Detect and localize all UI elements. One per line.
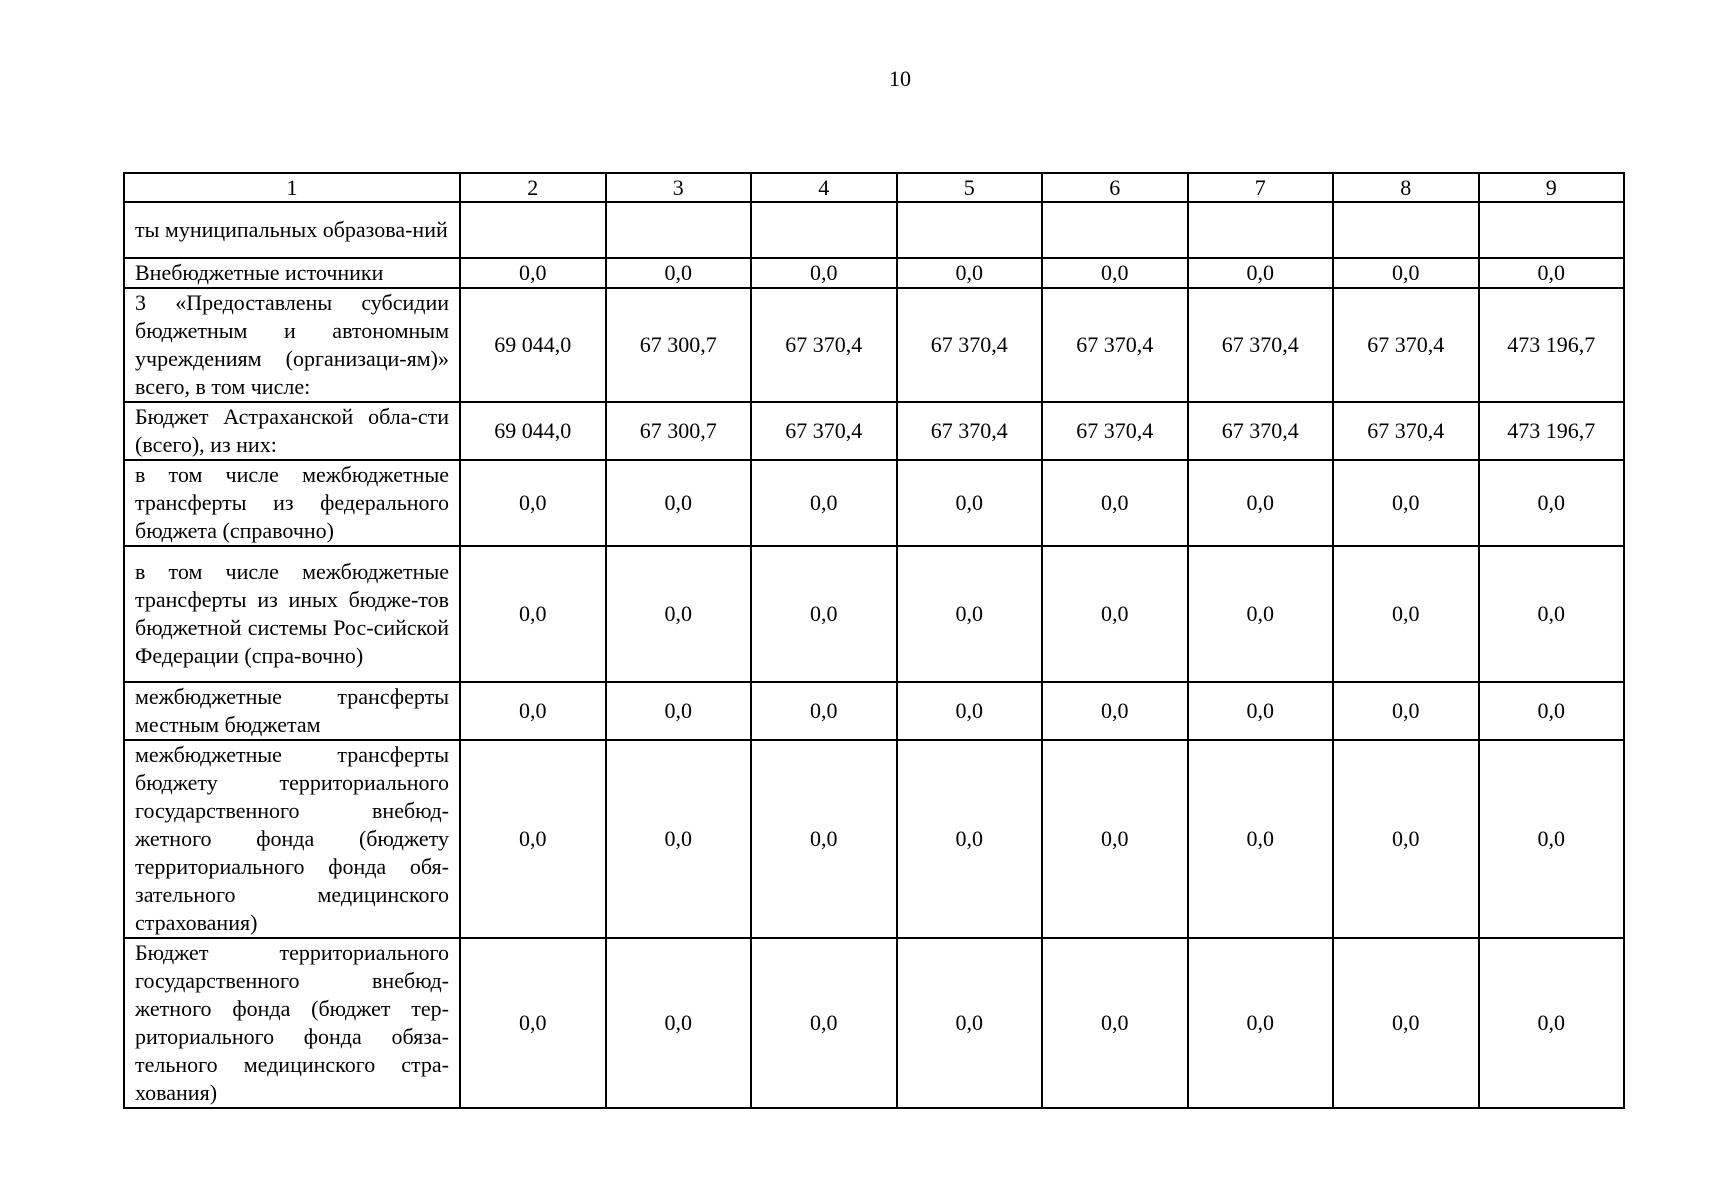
- value-cell: 0,0: [1042, 682, 1188, 740]
- value-cell: 0,0: [460, 460, 606, 546]
- value-cell: 0,0: [460, 546, 606, 682]
- value-cell: 0,0: [1188, 258, 1334, 288]
- value-cell: 0,0: [751, 258, 897, 288]
- value-cell: 0,0: [1479, 258, 1625, 288]
- row-label: в том числе межбюджетные трансферты из иных бюдже-тов бюджетной системы Рос-сийской Федерации (спра-вочно): [124, 546, 460, 682]
- value-cell: 0,0: [606, 546, 752, 682]
- row-label: 3 «Предоставлены субсидии бюджетным и автономным учреждениям (организаци-ям)» всего, в том числе:: [124, 288, 460, 402]
- value-cell: 0,0: [897, 682, 1043, 740]
- value-cell: 0,0: [1188, 682, 1334, 740]
- value-cell: 0,0: [751, 546, 897, 682]
- column-header: 5: [897, 173, 1043, 202]
- value-cell: 0,0: [751, 740, 897, 938]
- column-header: 7: [1188, 173, 1334, 202]
- value-cell: 0,0: [1188, 460, 1334, 546]
- value-cell: 0,0: [1188, 546, 1334, 682]
- value-cell: 67 370,4: [751, 402, 897, 460]
- table-row: [124, 740, 1624, 938]
- value-cell: 0,0: [897, 258, 1043, 288]
- value-cell: 0,0: [1188, 740, 1334, 938]
- table-row: [124, 938, 1624, 1108]
- value-cell: 0,0: [1333, 682, 1479, 740]
- value-cell: 0,0: [1479, 740, 1625, 938]
- value-cell: 0,0: [460, 258, 606, 288]
- value-cell: 0,0: [1479, 938, 1625, 1108]
- column-header: 9: [1479, 173, 1625, 202]
- value-cell: 0,0: [1479, 460, 1625, 546]
- table-row: [124, 460, 1624, 546]
- row-label: Бюджет территориального государственного внебюд-жетного фонда (бюджет тер-риториального фонда обяза-тельного медицинского стра-хования): [124, 938, 460, 1108]
- value-cell: 0,0: [606, 938, 752, 1108]
- value-cell: 0,0: [1042, 546, 1188, 682]
- value-cell: [460, 202, 606, 258]
- value-cell: 0,0: [460, 682, 606, 740]
- value-cell: 0,0: [1333, 546, 1479, 682]
- value-cell: 0,0: [606, 258, 752, 288]
- value-cell: 0,0: [1333, 258, 1479, 288]
- table-row: [124, 546, 1624, 682]
- row-label: Бюджет Астраханской обла-сти (всего), из них:: [124, 402, 460, 460]
- column-header: 4: [751, 173, 897, 202]
- row-label: межбюджетные трансферты бюджету территориального государственного внебюд-жетного фонда (бюджету территориального фонда обя-зательного медицинского страхования): [124, 740, 460, 938]
- value-cell: 0,0: [460, 740, 606, 938]
- table-body: [124, 202, 1624, 1108]
- value-cell: 67 370,4: [1042, 402, 1188, 460]
- value-cell: 0,0: [606, 740, 752, 938]
- value-cell: 0,0: [1333, 938, 1479, 1108]
- column-header: 3: [606, 173, 752, 202]
- value-cell: [606, 202, 752, 258]
- value-cell: 473 196,7: [1479, 288, 1625, 402]
- row-label: в том числе межбюджетные трансферты из федерального бюджета (справочно): [124, 460, 460, 546]
- value-cell: 67 370,4: [1188, 288, 1334, 402]
- row-label: ты муниципальных образова-ний: [124, 202, 460, 258]
- value-cell: 473 196,7: [1479, 402, 1625, 460]
- value-cell: 69 044,0: [460, 288, 606, 402]
- column-header: 2: [460, 173, 606, 202]
- row-label: Внебюджетные источники: [124, 258, 460, 288]
- column-header: 8: [1333, 173, 1479, 202]
- value-cell: 0,0: [1333, 740, 1479, 938]
- value-cell: 0,0: [1042, 740, 1188, 938]
- table-row: [124, 202, 1624, 258]
- value-cell: 67 300,7: [606, 402, 752, 460]
- value-cell: 67 370,4: [1042, 288, 1188, 402]
- value-cell: 0,0: [897, 740, 1043, 938]
- value-cell: 0,0: [1479, 682, 1625, 740]
- table-row: [124, 288, 1624, 402]
- value-cell: 67 370,4: [1333, 288, 1479, 402]
- table-row: [124, 682, 1624, 740]
- value-cell: 0,0: [1042, 938, 1188, 1108]
- value-cell: 0,0: [606, 682, 752, 740]
- value-cell: 0,0: [751, 938, 897, 1108]
- value-cell: 67 370,4: [897, 402, 1043, 460]
- budget-table: [123, 172, 1625, 1109]
- table-row: [124, 402, 1624, 460]
- value-cell: [1333, 202, 1479, 258]
- value-cell: 0,0: [1042, 258, 1188, 288]
- value-cell: 0,0: [606, 460, 752, 546]
- table-header-row: [124, 173, 1624, 202]
- page-number: 10: [889, 66, 911, 91]
- table-row: [124, 258, 1624, 288]
- value-cell: 0,0: [460, 938, 606, 1108]
- value-cell: 67 300,7: [606, 288, 752, 402]
- value-cell: 0,0: [897, 460, 1043, 546]
- value-cell: [1042, 202, 1188, 258]
- value-cell: 0,0: [1479, 546, 1625, 682]
- value-cell: [751, 202, 897, 258]
- value-cell: 0,0: [751, 682, 897, 740]
- value-cell: 69 044,0: [460, 402, 606, 460]
- value-cell: [1479, 202, 1625, 258]
- value-cell: 0,0: [1188, 938, 1334, 1108]
- column-header: 6: [1042, 173, 1188, 202]
- value-cell: 67 370,4: [1333, 402, 1479, 460]
- value-cell: 0,0: [897, 546, 1043, 682]
- value-cell: 0,0: [1333, 460, 1479, 546]
- value-cell: 0,0: [751, 460, 897, 546]
- value-cell: 67 370,4: [751, 288, 897, 402]
- column-header: 1: [124, 173, 460, 202]
- value-cell: 0,0: [897, 938, 1043, 1108]
- value-cell: 0,0: [1042, 460, 1188, 546]
- value-cell: 67 370,4: [897, 288, 1043, 402]
- value-cell: [897, 202, 1043, 258]
- row-label: межбюджетные трансферты местным бюджетам: [124, 682, 460, 740]
- value-cell: 67 370,4: [1188, 402, 1334, 460]
- value-cell: [1188, 202, 1334, 258]
